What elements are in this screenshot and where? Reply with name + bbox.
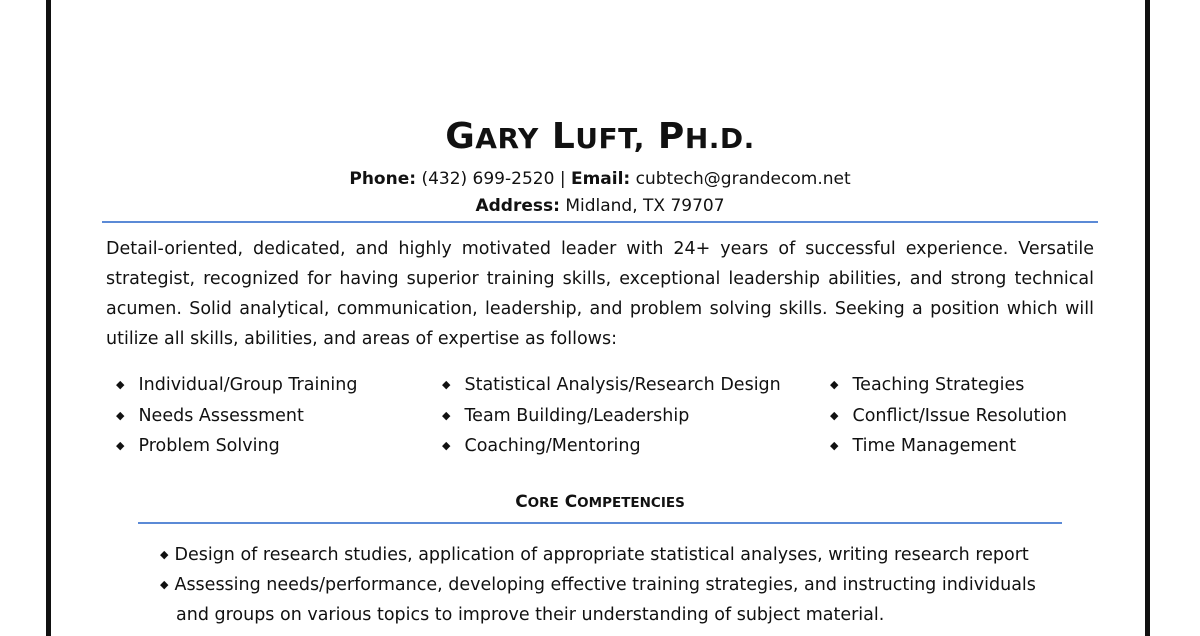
email-value: cubtech@grandecom.net (635, 169, 851, 189)
list-item: ◆ Teaching Strategies (830, 375, 1025, 395)
candidate-name: GARY LUFT, PH.D. (445, 116, 755, 157)
skills-column-1 (116, 370, 357, 462)
list-item: ◆ Time Management (830, 436, 1017, 456)
diamond-bullet-icon: ◆ (442, 439, 451, 452)
list-item: ◆ Coaching/Mentoring (442, 436, 641, 456)
list-item: ◆ Problem Solving (116, 436, 280, 456)
skills-column-3 (830, 370, 1067, 462)
list-item: ◆ Conflict/Issue Resolution (830, 405, 1068, 426)
section-title-core-competencies: CORE COMPETENCIES (515, 492, 685, 512)
header-divider (102, 221, 1098, 223)
diamond-bullet-icon: ◆ (116, 439, 125, 452)
list-item: ◆ Statistical Analysis/Research Design (442, 375, 781, 395)
diamond-bullet-icon: ◆ (160, 578, 169, 591)
diamond-bullet-icon: ◆ (442, 378, 451, 391)
contact-line (0, 169, 1200, 189)
separator: | (559, 169, 566, 189)
list-item: ◆ Assessing needs/performance, developing effective training strategies, and instructing individuals and groups on various topics to improve their understanding of subject material. (160, 575, 1036, 625)
diamond-bullet-icon: ◆ (116, 408, 125, 422)
list-item: ◆ Individual/Group Training (116, 375, 358, 395)
phone-label: Phone: (349, 169, 417, 189)
address-value: Midland, TX 79707 (565, 196, 725, 216)
diamond-bullet-icon: ◆ (160, 548, 169, 561)
core-competencies-list (160, 540, 1060, 630)
diamond-bullet-icon: ◆ (830, 408, 839, 422)
list-item: ◆ Needs Assessment (116, 405, 304, 426)
diamond-bullet-icon: ◆ (442, 408, 451, 422)
skills-column-2 (442, 370, 781, 462)
section-divider (138, 522, 1062, 524)
diamond-bullet-icon: ◆ (116, 378, 125, 391)
email-label: Email: (570, 169, 631, 189)
diamond-bullet-icon: ◆ (830, 378, 839, 391)
list-item: ◆ Design of research studies, application of appropriate statistical analyses, writing research report (160, 545, 1029, 565)
address-line (0, 196, 1200, 216)
list-item: ◆ Team Building/Leadership (442, 405, 690, 426)
summary-paragraph: Detail-oriented, dedicated, and highly motivated leader with 24+ years of successful experience. Versatile strategist, recognized for having superior training skills, exceptional leadership abilities, and strong technical acumen. Solid analytical, communication, leadership, and problem solving skills. Seeking a position which will utilize all skills, abilities, and areas of expertise as follows: (106, 239, 1094, 349)
address-label: Address: (475, 196, 560, 216)
diamond-bullet-icon: ◆ (830, 439, 839, 452)
phone-value: (432) 699-2520 (421, 169, 555, 189)
skills-list (0, 370, 1200, 470)
